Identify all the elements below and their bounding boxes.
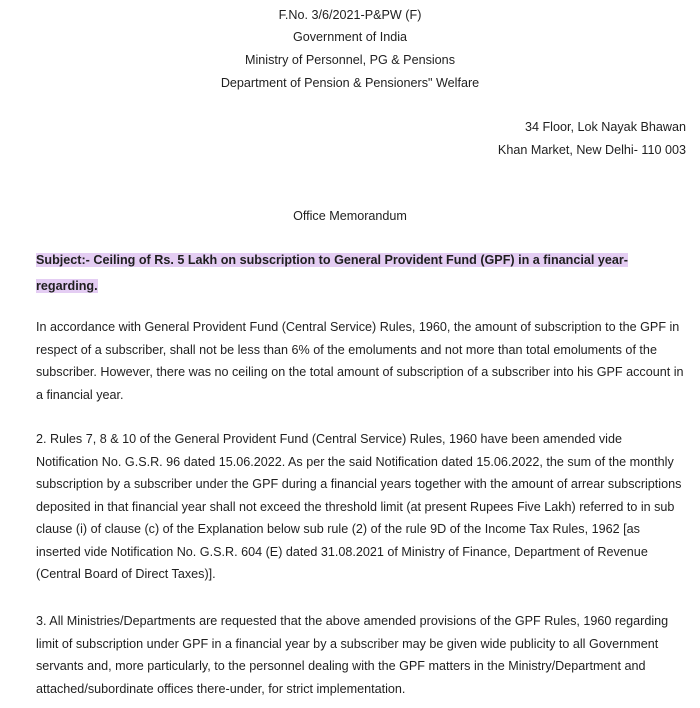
government-line: Government of India xyxy=(292,30,408,44)
subject-text: Subject:- Ceiling of Rs. 5 Lakh on subscription to General Provident Fund (GPF) in a financial year-regarding. xyxy=(36,253,628,293)
department-line: Department of Pension & Pensioners" Welfare xyxy=(220,76,480,90)
address-line-2: Khan Market, New Delhi- 110 003 xyxy=(497,143,686,157)
subject-line xyxy=(36,247,646,299)
address-line-1: 34 Floor, Lok Nayak Bhawan xyxy=(524,120,686,134)
paragraph-3: 3. All Ministries/Departments are requested that the above amended provisions of the GPF Rules, 1960 regarding limit of subscription under GPF in a financial year by a subscriber may be given wide publicity to all Government servants and, more particularly, to the personnel dealing with the GPF matters in the Ministry/Department and attached/subordinate offices there-under, for strict implementation. xyxy=(36,614,669,696)
ministry-line: Ministry of Personnel, PG & Pensions xyxy=(245,53,455,67)
memo-title: Office Memorandum xyxy=(293,209,407,223)
file-number: F.No. 3/6/2021-P&PW (F) xyxy=(278,8,422,22)
paragraph-2: 2. Rules 7, 8 & 10 of the General Provident Fund (Central Service) Rules, 1960 have been amended vide Notification No. G.S.R. 96 dated 15.06.2022. As per the said Notification dated 15.06.2022, the sum of the monthly subscription by a subscriber under the GPF during a financial years together with the amount of arrear subscriptions deposited in that financial year shall not exceed the threshold limit (at present Rupees Five Lakh) referred to in sub clause (i) of clause (c) of the Explanation below sub rule (2) of the rule 9D of the Income Tax Rules, 1962 [as inserted vide Notification No. G.S.R. 604 (E) dated 31.08.2021 of Ministry of Finance, Department of Revenue (Central Board of Direct Taxes)]. xyxy=(36,432,682,581)
paragraph-1: In accordance with General Provident Fund (Central Service) Rules, 1960, the amount of subscription to the GPF in respect of a subscriber, shall not be less than 6% of the emoluments and not more than total emoluments of the subscriber. However, there was no ceiling on the total amount of subscription of a subscriber into his GPF account in a financial year. xyxy=(36,320,684,402)
